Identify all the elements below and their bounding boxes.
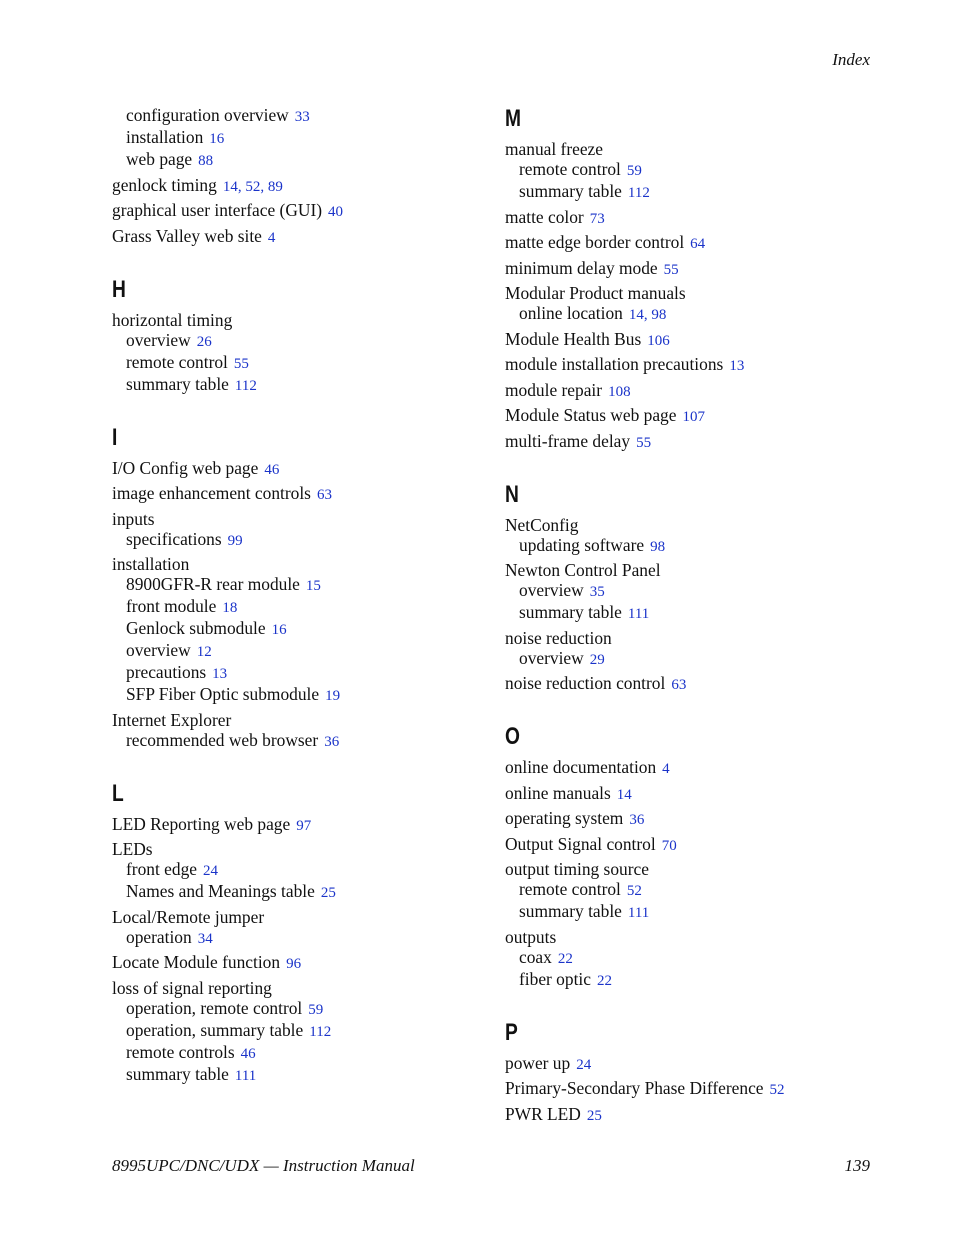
page-references xyxy=(627,159,642,179)
page-link[interactable]: 106 xyxy=(647,332,670,349)
index-subentry xyxy=(112,149,492,171)
index-term: module repair xyxy=(505,379,603,400)
page-link[interactable]: 111 xyxy=(627,606,650,622)
index-entry xyxy=(112,458,492,480)
page-link[interactable]: 73 xyxy=(589,210,605,227)
index-entry xyxy=(505,515,885,535)
index-term: Genlock submodule xyxy=(126,618,266,638)
page-references xyxy=(662,834,677,854)
page-references xyxy=(223,175,283,195)
page-references xyxy=(321,881,336,901)
page-references xyxy=(296,814,311,834)
page-references xyxy=(628,602,649,622)
index-term: Module Status web page xyxy=(505,405,677,425)
index-subentry xyxy=(112,529,492,551)
page-references xyxy=(628,181,650,201)
index-subentry xyxy=(112,927,492,949)
index-entry xyxy=(505,139,885,159)
page-link[interactable]: 26 xyxy=(196,333,212,350)
index-subentry xyxy=(505,969,885,991)
index-term: Local/Remote jumper xyxy=(112,906,265,927)
index-subentry xyxy=(112,640,492,662)
index-entry xyxy=(505,628,885,648)
index-term: installation xyxy=(126,127,204,147)
page-references xyxy=(662,757,670,777)
page-link[interactable]: 59 xyxy=(308,1001,324,1018)
index-subentry xyxy=(112,1020,492,1042)
page-link[interactable]: 18 xyxy=(222,600,238,616)
index-term: Modular Product manuals xyxy=(505,283,686,303)
page-references xyxy=(587,1104,602,1124)
index-subentry xyxy=(505,602,885,624)
page-separator: , xyxy=(643,307,652,323)
page-link[interactable]: 96 xyxy=(286,956,302,972)
index-term: I/O Config web page xyxy=(112,457,259,478)
page-link[interactable]: 15 xyxy=(305,578,321,594)
index-subentry xyxy=(112,127,492,149)
page-link[interactable]: 111 xyxy=(627,905,650,921)
index-entry xyxy=(112,554,492,574)
index-term: noise reduction xyxy=(505,627,612,648)
index-term: remote control xyxy=(519,159,621,179)
index-subentry xyxy=(505,901,885,923)
index-subentry xyxy=(112,596,492,618)
page-link[interactable]: 24 xyxy=(202,863,218,879)
page-references xyxy=(664,258,679,278)
index-entry xyxy=(112,310,492,330)
page-references xyxy=(306,574,321,594)
index-subentry xyxy=(112,330,492,352)
index-entry xyxy=(505,1104,885,1126)
index-subentry xyxy=(112,374,492,396)
page-link[interactable]: 16 xyxy=(271,622,287,638)
index-term: remote controls xyxy=(126,1041,235,1062)
index-term: summary table xyxy=(519,181,622,201)
page-link[interactable]: 46 xyxy=(264,461,280,478)
page-link[interactable]: 35 xyxy=(589,584,605,600)
index-entry xyxy=(505,757,885,779)
index-term: online manuals xyxy=(505,782,611,803)
page-link[interactable]: 112 xyxy=(627,185,650,201)
index-subentry xyxy=(505,648,885,670)
page-link[interactable]: 4 xyxy=(662,761,670,777)
page-link[interactable]: 14 xyxy=(616,786,632,803)
index-entry xyxy=(112,952,492,974)
page-separator: , xyxy=(260,178,268,195)
index-term: configuration overview xyxy=(126,105,289,125)
index-subentry xyxy=(112,1042,492,1064)
index-column-right xyxy=(505,105,885,1126)
page-link[interactable]: 70 xyxy=(661,837,677,854)
index-term: minimum delay mode xyxy=(505,257,658,278)
page-link[interactable]: 107 xyxy=(682,409,705,425)
index-entry xyxy=(505,354,885,376)
index-term: matte color xyxy=(505,206,584,227)
page-references xyxy=(203,859,218,879)
index-column-left xyxy=(112,105,492,1086)
index-subentry xyxy=(112,662,492,684)
index-entry xyxy=(112,200,492,222)
page-references xyxy=(286,952,301,972)
page-references xyxy=(228,529,243,549)
index-entry xyxy=(505,834,885,856)
page-references xyxy=(317,483,332,503)
page-link[interactable]: 33 xyxy=(294,109,310,125)
page-link[interactable]: 64 xyxy=(690,236,706,252)
index-entry xyxy=(505,859,885,879)
page-references xyxy=(629,808,644,828)
page-references xyxy=(308,998,323,1018)
index-term: Locate Module function xyxy=(112,952,281,972)
index-entry xyxy=(112,483,492,505)
index-subentry xyxy=(505,159,885,181)
page-references xyxy=(590,580,605,600)
page-references xyxy=(264,458,279,478)
index-entry xyxy=(112,978,492,998)
index-term: SFP Fiber Optic submodule xyxy=(126,684,320,704)
index-term: loss of signal reporting xyxy=(112,977,272,998)
index-entry xyxy=(505,405,885,427)
index-term: Module Health Bus xyxy=(505,328,642,349)
index-term: Internet Explorer xyxy=(112,709,232,730)
index-subentry xyxy=(112,1064,492,1086)
index-subentry xyxy=(112,574,492,596)
index-subentry xyxy=(505,879,885,901)
page-link[interactable]: 22 xyxy=(557,950,573,967)
index-entry xyxy=(112,175,492,197)
index-term: matte edge border control xyxy=(505,232,685,252)
page-link[interactable]: 88 xyxy=(198,153,214,169)
page-references xyxy=(235,1064,256,1084)
index-term: Grass Valley web site xyxy=(112,225,262,246)
index-entry xyxy=(505,283,885,303)
index-entry xyxy=(505,1078,885,1100)
index-term: inputs xyxy=(112,508,155,529)
page-references xyxy=(558,947,573,967)
page-references xyxy=(241,1042,256,1062)
index-term: Primary-Secondary Phase Difference xyxy=(505,1078,764,1098)
page-references xyxy=(272,618,287,638)
page-references xyxy=(309,1020,331,1040)
page-link[interactable]: 22 xyxy=(596,972,612,989)
section-letter-heading: M xyxy=(505,105,521,132)
page-link[interactable]: 112 xyxy=(309,1023,332,1040)
page-references xyxy=(650,535,665,555)
index-term: LEDs xyxy=(112,839,153,859)
index-term: LED Reporting web page xyxy=(112,813,291,834)
index-term: installation xyxy=(112,554,190,574)
index-term: summary table xyxy=(519,901,622,921)
page-references xyxy=(608,380,631,400)
index-term: multi-frame delay xyxy=(505,430,631,451)
index-entry xyxy=(505,258,885,280)
page-references xyxy=(629,303,667,323)
section-letter-heading: P xyxy=(505,1018,518,1046)
section-letter-heading: I xyxy=(112,423,118,451)
index-term: image enhancement controls xyxy=(112,483,311,503)
index-term: operation, summary table xyxy=(126,1019,304,1040)
page-references xyxy=(324,730,339,750)
index-entry xyxy=(505,560,885,580)
index-subentry xyxy=(112,859,492,881)
index-term: power up xyxy=(505,1052,571,1073)
page-references xyxy=(671,673,686,693)
section-letter-heading: O xyxy=(505,723,520,750)
footer-manual-title: 8995UPC/DNC/UDX — Instruction Manual xyxy=(112,1156,415,1175)
index-term: horizontal timing xyxy=(112,309,233,330)
page-references xyxy=(234,352,249,372)
index-term: web page xyxy=(126,149,193,169)
page-references xyxy=(590,648,605,668)
index-entry xyxy=(505,673,885,695)
page-link[interactable]: 52 xyxy=(769,1082,785,1098)
index-entry xyxy=(112,839,492,859)
index-term: overview xyxy=(126,329,191,350)
page-link[interactable]: 112 xyxy=(234,377,257,394)
index-term: PWR LED xyxy=(505,1103,581,1124)
page-references xyxy=(268,226,276,246)
index-subentry xyxy=(505,303,885,325)
page-link[interactable]: 13 xyxy=(729,358,745,374)
index-term: fiber optic xyxy=(519,968,591,989)
page-references xyxy=(690,232,705,252)
index-term: overview xyxy=(519,580,584,600)
page-link[interactable]: 14 xyxy=(222,178,238,195)
index-term: summary table xyxy=(126,1063,229,1084)
page-references xyxy=(328,200,343,220)
index-term: output timing source xyxy=(505,859,649,879)
index-entry xyxy=(112,710,492,730)
page-link[interactable]: 98 xyxy=(651,307,667,323)
index-subentry xyxy=(112,684,492,706)
index-term: summary table xyxy=(519,602,622,622)
page-references xyxy=(576,1053,591,1073)
page-references xyxy=(729,354,744,374)
index-entry xyxy=(505,380,885,402)
index-term: online location xyxy=(519,303,623,323)
index-entry xyxy=(505,232,885,254)
index-term: specifications xyxy=(126,528,222,549)
page-link[interactable]: 59 xyxy=(626,163,642,179)
page-link[interactable]: 12 xyxy=(196,644,212,660)
index-term: updating software xyxy=(519,534,645,555)
page-link[interactable]: 99 xyxy=(227,532,243,549)
index-term: remote control xyxy=(126,351,228,372)
index-term: front module xyxy=(126,596,217,616)
index-subentry xyxy=(112,998,492,1020)
page-link[interactable]: 36 xyxy=(324,733,340,750)
page-references xyxy=(597,969,612,989)
index-term: 8900GFR-R rear module xyxy=(126,574,300,594)
page-link[interactable]: 55 xyxy=(636,434,652,451)
index-subentry xyxy=(112,618,492,640)
page-references xyxy=(212,662,227,682)
index-subentry xyxy=(112,352,492,374)
page-link[interactable]: 19 xyxy=(325,688,341,704)
page-references xyxy=(590,207,605,227)
index-entry xyxy=(505,431,885,453)
index-subentry xyxy=(505,580,885,602)
page-link[interactable]: 16 xyxy=(209,131,225,147)
index-entry xyxy=(505,207,885,229)
page-link[interactable]: 25 xyxy=(586,1107,602,1124)
index-term: operating system xyxy=(505,808,624,828)
page-references xyxy=(628,901,649,921)
index-term: remote control xyxy=(519,879,621,899)
running-head: Index xyxy=(832,50,870,69)
index-subentry xyxy=(505,181,885,203)
page-references xyxy=(617,783,632,803)
page-references xyxy=(235,374,257,394)
index-subentry xyxy=(505,535,885,557)
index-term: overview xyxy=(519,647,584,668)
page-references xyxy=(222,596,237,616)
footer-page-number: 139 xyxy=(844,1156,870,1175)
page-link[interactable]: 46 xyxy=(240,1045,256,1062)
index-term: outputs xyxy=(505,926,557,947)
page-references xyxy=(325,684,340,704)
index-term: module installation precautions xyxy=(505,354,724,374)
page-references xyxy=(770,1078,785,1098)
page-link[interactable]: 34 xyxy=(197,930,213,947)
index-term: NetConfig xyxy=(505,514,579,535)
page-link[interactable]: 52 xyxy=(626,883,642,899)
index-subentry xyxy=(112,730,492,752)
page-link[interactable]: 4 xyxy=(267,229,276,246)
index-subentry xyxy=(112,105,492,127)
index-term: recommended web browser xyxy=(126,729,319,750)
index-term: Newton Control Panel xyxy=(505,560,661,580)
page-link[interactable]: 40 xyxy=(328,204,344,220)
section-letter-heading: N xyxy=(505,480,519,508)
index-term: Names and Meanings table xyxy=(126,881,315,901)
index-entry xyxy=(505,329,885,351)
index-term: overview xyxy=(126,640,191,660)
page-link[interactable]: 52 xyxy=(245,178,261,195)
page-references xyxy=(636,431,651,451)
index-entry xyxy=(505,783,885,805)
index-entry xyxy=(112,907,492,927)
page-references xyxy=(197,640,212,660)
page-references xyxy=(197,330,212,350)
index-term: coax xyxy=(519,946,552,967)
page-references xyxy=(209,127,224,147)
index-term: operation, remote control xyxy=(126,997,303,1018)
index-term: noise reduction control xyxy=(505,673,666,693)
page-link[interactable]: 97 xyxy=(296,817,312,834)
page-references xyxy=(198,927,213,947)
page-references xyxy=(295,105,310,125)
page-link[interactable]: 111 xyxy=(234,1067,257,1084)
index-term: summary table xyxy=(126,373,229,394)
page-references xyxy=(682,405,705,425)
index-term: manual freeze xyxy=(505,139,603,159)
page-link[interactable]: 98 xyxy=(650,538,666,555)
page-link[interactable]: 63 xyxy=(671,677,687,693)
page-link[interactable]: 89 xyxy=(267,178,283,195)
index-entry xyxy=(112,509,492,529)
index-term: precautions xyxy=(126,662,207,682)
index-entry xyxy=(505,927,885,947)
page-link[interactable]: 55 xyxy=(663,261,679,278)
page-link[interactable]: 14 xyxy=(628,307,644,323)
page-link[interactable]: 13 xyxy=(212,666,228,682)
page-link[interactable]: 29 xyxy=(589,651,605,668)
section-letter-heading: L xyxy=(112,779,124,807)
page-link[interactable]: 36 xyxy=(629,812,645,828)
index-subentry xyxy=(112,881,492,903)
page-references xyxy=(198,149,213,169)
index-term: operation xyxy=(126,926,192,947)
page-link[interactable]: 108 xyxy=(608,383,631,400)
page-references xyxy=(647,329,670,349)
page-link[interactable]: 55 xyxy=(233,355,249,372)
index-entry xyxy=(112,814,492,836)
page-link[interactable]: 25 xyxy=(320,885,336,901)
index-entry xyxy=(505,1053,885,1075)
page-link[interactable]: 24 xyxy=(576,1056,592,1073)
index-subentry xyxy=(505,947,885,969)
page-link[interactable]: 63 xyxy=(316,487,332,503)
index-entry xyxy=(505,808,885,830)
index-term: genlock timing xyxy=(112,174,217,195)
index-term: front edge xyxy=(126,859,197,879)
section-letter-heading: H xyxy=(112,275,126,303)
page-separator: , xyxy=(237,178,246,195)
page-references xyxy=(627,879,642,899)
index-term: online documentation xyxy=(505,757,657,777)
index-term: Output Signal control xyxy=(505,833,656,854)
index-entry xyxy=(112,226,492,248)
index-term: graphical user interface (GUI) xyxy=(112,200,323,220)
